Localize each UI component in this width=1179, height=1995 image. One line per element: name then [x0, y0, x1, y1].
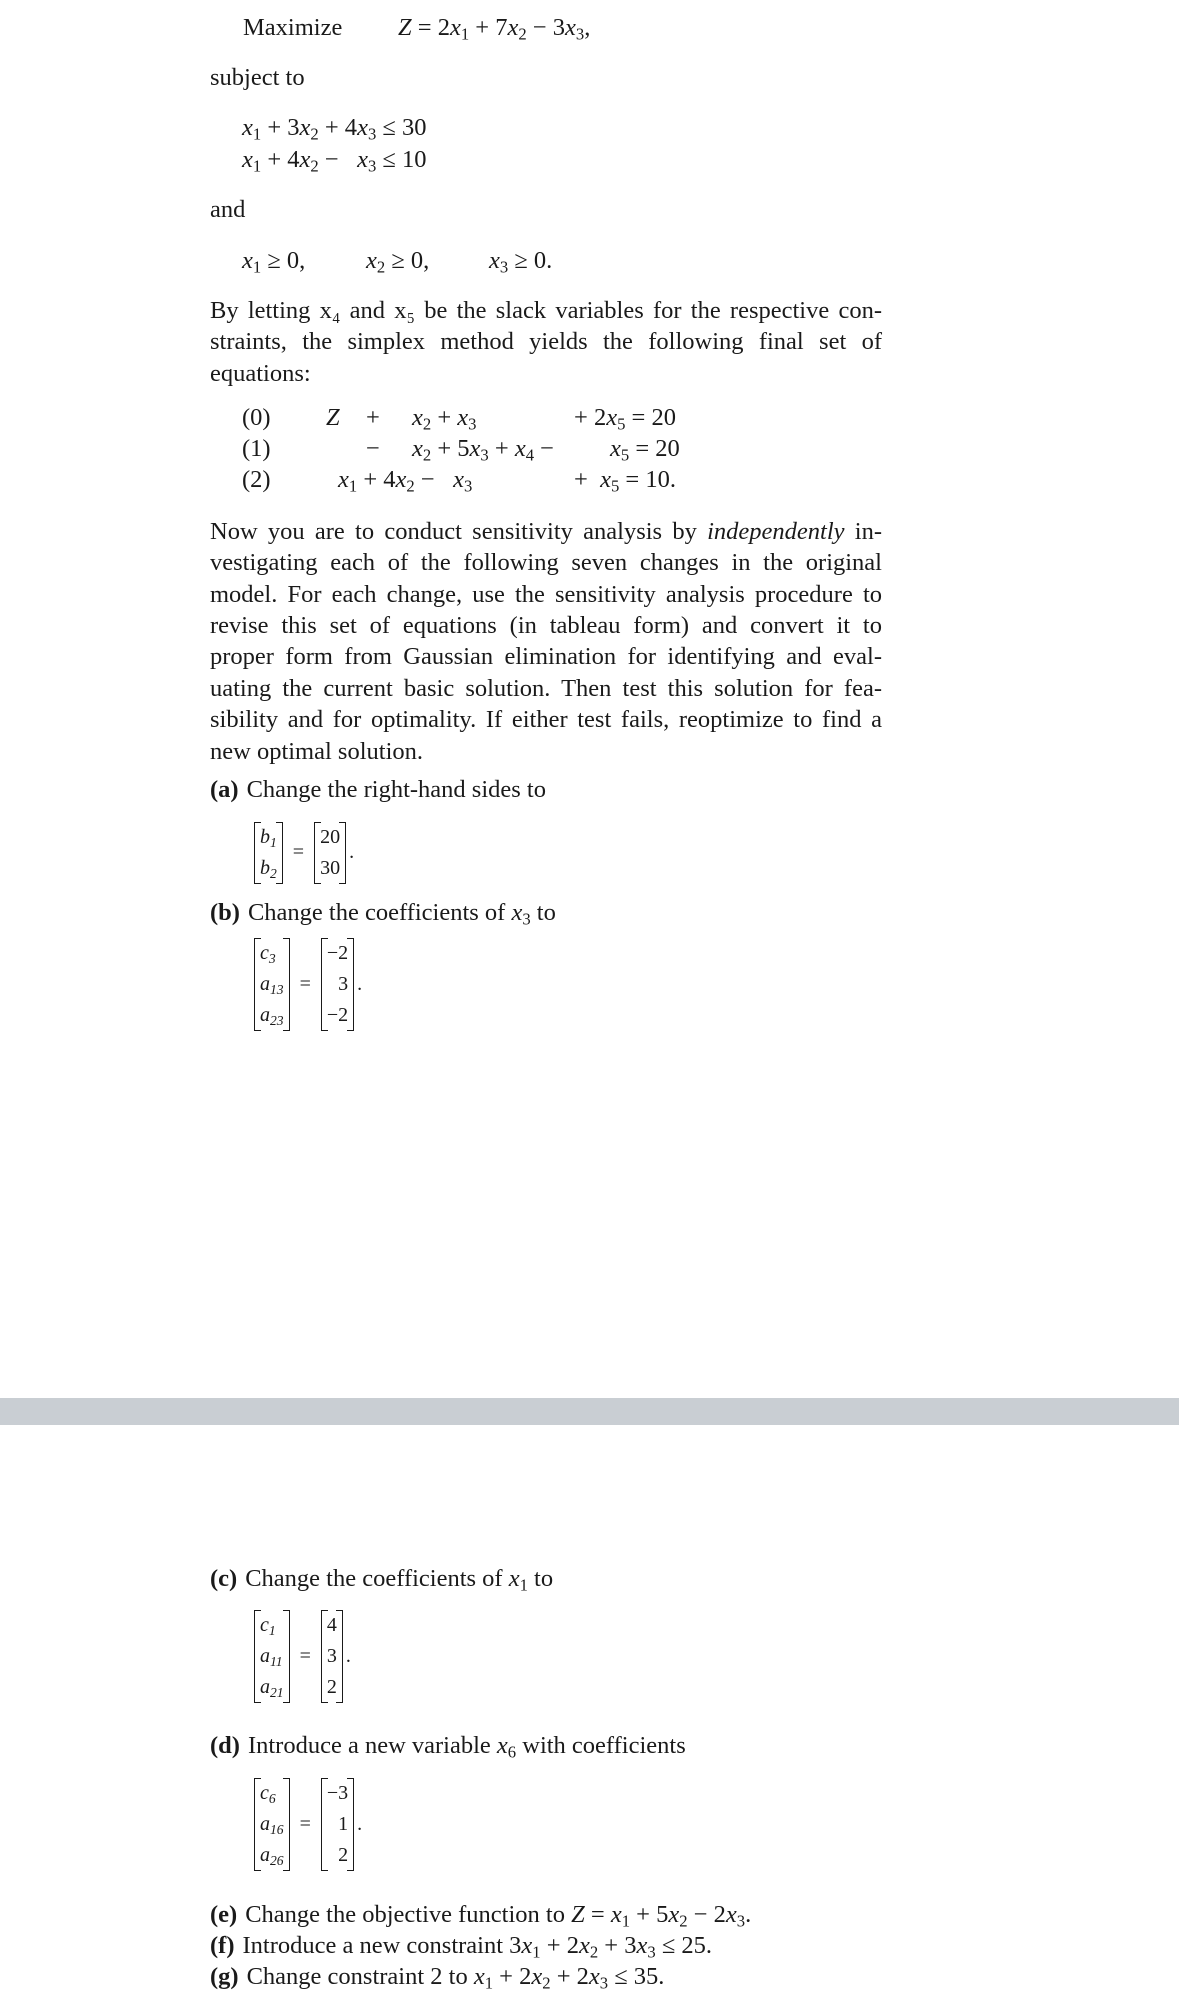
part-label: (d)	[210, 1732, 240, 1759]
constraint-1: $x_1 + 3x_2 + 4x_3 \le 30$	[242, 114, 427, 144]
intro-line: equations:	[210, 359, 311, 387]
part-c-matrix: $c_1$ $a_{11}$ $a_{21}$ = 4 3 2 .	[254, 1610, 351, 1703]
nonnegativity-x3: $x_3 \ge 0$.	[489, 247, 553, 277]
matrix-left: $c_1$ $a_{11}$ $a_{21}$	[254, 1610, 290, 1703]
matrix-left: $c_6$ $a_{16}$ $a_{26}$	[254, 1778, 290, 1871]
intro-line: By letting x₄ and x₅ be the slack variables for the respective con-	[210, 297, 882, 324]
instructions-line: vestigating each of the following seven changes in the original	[210, 549, 882, 577]
part-b	[210, 897, 556, 928]
matrix-right: −3 1 2	[321, 1778, 354, 1871]
nonnegativity-x1: $x_1 \ge 0$,	[242, 247, 306, 277]
instructions-line: proper form from Gaussian elimination for identifying and eval-	[210, 643, 882, 671]
nonnegativity-x2: $x_2 \ge 0$,	[366, 247, 430, 277]
part-label: (g)	[210, 1963, 239, 1990]
instructions-line: uating the current basic solution. Then test this solution for fea-	[210, 674, 882, 702]
part-c	[210, 1563, 553, 1594]
intro-line: straints, the simplex method yields the following final set of	[210, 328, 882, 356]
part-text: Change the coefficients of $x_3$ to	[247, 899, 556, 929]
part-a-matrix: $b_1$ $b_2$ = 20 30 .	[254, 822, 354, 884]
matrix-left: $c_3$ $a_{13}$ $a_{23}$	[254, 938, 290, 1031]
part-d	[210, 1730, 686, 1761]
part-text: Change the right-hand sides to	[246, 776, 546, 803]
part-a	[210, 774, 546, 805]
instructions-line: new optimal solution.	[210, 737, 423, 765]
objective-function: $Z = 2x_1 + 7x_2 - 3x_3$,	[398, 14, 591, 44]
matrix-right: 4 3 2	[321, 1610, 343, 1703]
instructions-paragraph	[210, 516, 882, 767]
part-label: (e)	[210, 1901, 238, 1928]
instructions-line: revise this set of equations (in tableau form) and convert it to	[210, 612, 882, 640]
page-divider	[0, 1398, 1179, 1425]
equation-label: (0)	[242, 404, 271, 431]
instructions-line: sibility and for optimality. If either test fails, reoptimize to find a	[210, 706, 882, 734]
part-text: Introduce a new variable $x_6$ with coefficients	[247, 1732, 686, 1762]
matrix-right: −2 3 −2	[321, 938, 354, 1031]
part-text: Introduce a new constraint $3x_1 + 2x_2 + 3x_3 \le 25$.	[242, 1932, 713, 1962]
part-d-matrix: $c_6$ $a_{16}$ $a_{26}$ = −3 1 2 .	[254, 1778, 362, 1871]
part-label: (c)	[210, 1565, 238, 1592]
part-text: Change the coefficients of $x_1$ to	[245, 1565, 554, 1595]
part-e	[210, 1899, 751, 1930]
part-text: Change the objective function to $Z = x_1 + 5x_2 - 2x_3$.	[245, 1901, 752, 1931]
part-label: (f)	[210, 1932, 235, 1959]
instructions-line: Now you are to conduct sensitivity analysis by independently in-	[210, 518, 882, 545]
part-f	[210, 1930, 712, 1961]
constraint-2: $x_1 + 4x_2 - x_3 \le 10$	[242, 146, 427, 176]
subject-to-label: subject to	[210, 64, 305, 91]
matrix-left: $b_1$ $b_2$	[254, 822, 283, 884]
part-b-matrix: $c_3$ $a_{13}$ $a_{23}$ = −2 3 −2 .	[254, 938, 362, 1031]
part-g	[210, 1961, 664, 1992]
maximize-label: Maximize	[243, 14, 343, 41]
and-label: and	[210, 196, 246, 223]
equation-label: (2)	[242, 466, 271, 493]
intro-paragraph	[210, 295, 882, 389]
part-text: Change constraint 2 to $x_1 + 2x_2 + 2x_3 \le 35$.	[246, 1963, 665, 1993]
equation-label: (1)	[242, 435, 271, 462]
part-label: (a)	[210, 776, 239, 803]
instructions-line: model. For each change, use the sensitivity analysis procedure to	[210, 580, 882, 608]
matrix-right: 20 30	[314, 822, 346, 884]
part-label: (b)	[210, 899, 240, 926]
